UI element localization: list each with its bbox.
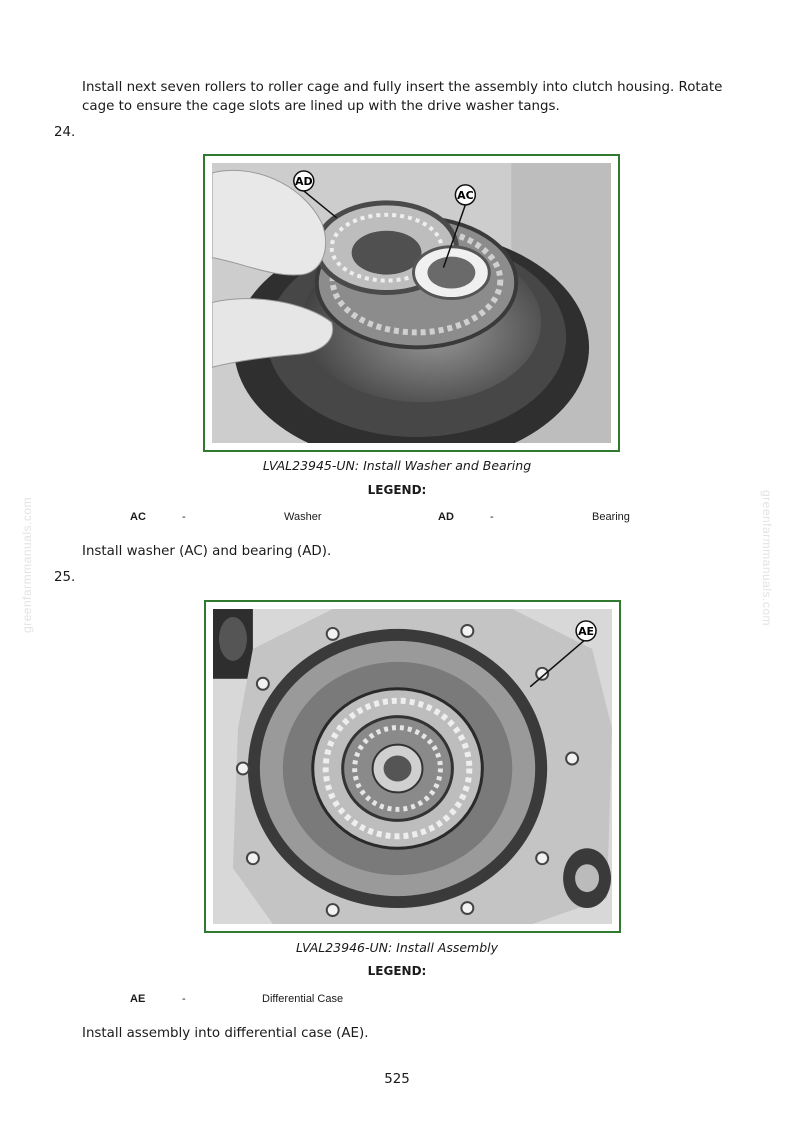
figure-frame-install-assembly [204, 600, 621, 933]
callout-ac: AC [457, 188, 474, 202]
instruction-24: Install washer (AC) and bearing (AD). [82, 544, 332, 559]
legend-title-24: LEGEND: [367, 483, 427, 497]
photo-install-assembly [213, 609, 612, 924]
instruction-25: Install assembly into differential case (AE). [82, 1026, 369, 1041]
legend-label-washer: Washer [284, 511, 322, 523]
legend-code-ac: AC [130, 511, 146, 523]
legend-title-25: LEGEND: [367, 964, 427, 978]
figure-frame-washer-bearing [203, 154, 620, 452]
intro-paragraph: Install next seven rollers to roller cage and fully insert the assembly into clutch housing. Rotate cage to ensure the cage slots are lined up with the drive washer tangs. [82, 80, 723, 114]
watermark-left: greenfarmmanuals.com [20, 496, 34, 634]
legend-dash-ad: - [490, 511, 494, 523]
callout-ad: AD [294, 174, 313, 188]
page-number: 525 [384, 1072, 410, 1087]
legend-dash-ae: - [182, 993, 186, 1005]
legend-code-ae: AE [130, 993, 146, 1005]
legend-dash-ac: - [182, 511, 186, 523]
watermark-right: greenfarmmanuals.com [760, 489, 774, 627]
photo-install-washer-bearing [212, 163, 611, 443]
step-number-24: 24. [54, 125, 76, 140]
figure-caption-25: LVAL23946-UN: Install Assembly [295, 940, 499, 955]
callout-ae: AE [578, 624, 595, 638]
legend-label-bearing: Bearing [592, 511, 630, 523]
figure-caption-24: LVAL23945-UN: Install Washer and Bearing [262, 458, 532, 473]
legend-code-ad: AD [438, 511, 454, 523]
step-number-25: 25. [54, 570, 76, 585]
legend-label-differential-case: Differential Case [262, 993, 344, 1005]
